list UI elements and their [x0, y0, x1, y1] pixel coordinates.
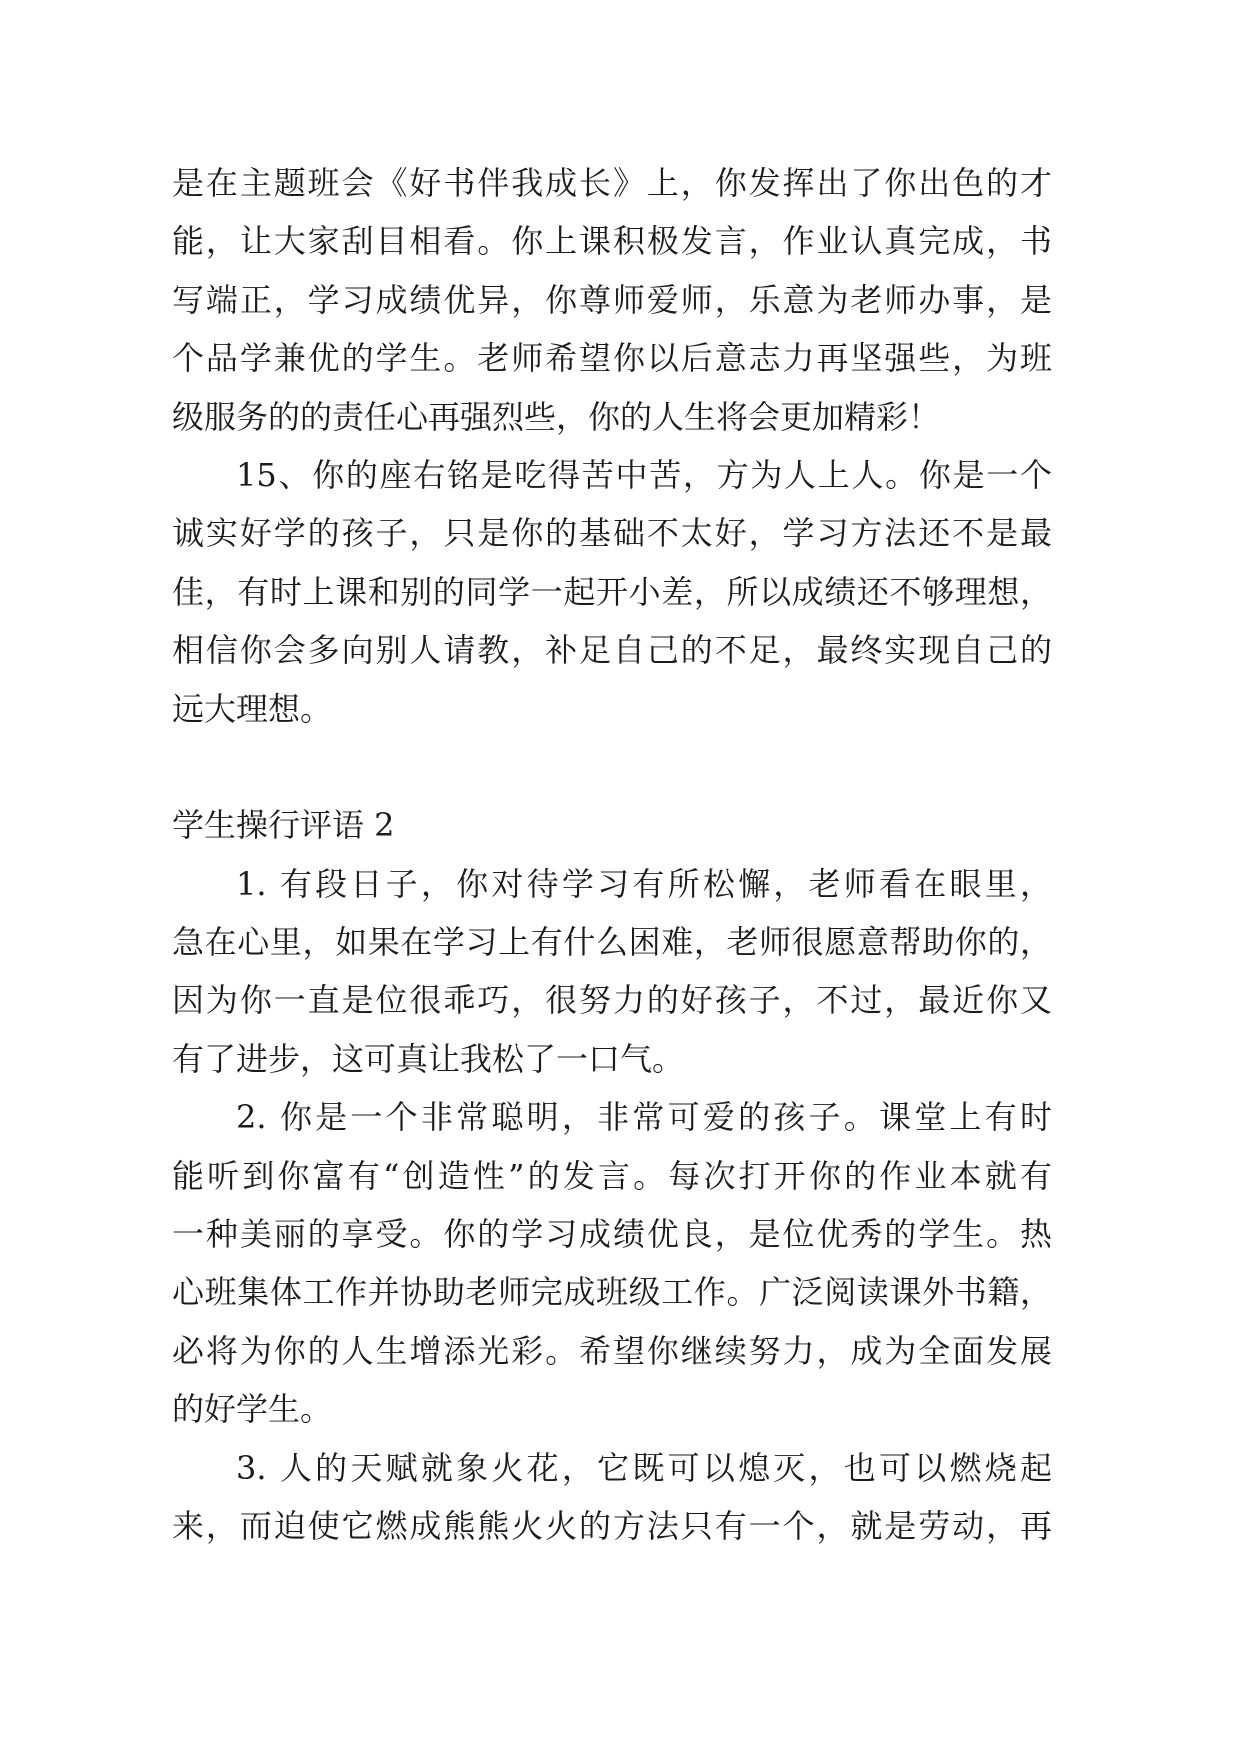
text-line: 诚实好学的孩子，只是你的基础不太好，学习方法还不是最	[172, 514, 1052, 553]
text-line: 远大理想。	[172, 689, 333, 728]
text-line: 是在主题班会《好书伴我成长》上，你发挥出了你出色的才	[172, 164, 1052, 202]
text-line: 来，而迫使它燃成熊熊火火的方法只有一个，就是劳动，再	[172, 1506, 1052, 1545]
text-line: 15、你的座右铭是吃得苦中苦，方为人上人。你是一个	[236, 455, 1052, 494]
text-line: 佳，有时上课和别的同学一起开小差，所以成绩还不够理想，	[172, 572, 1052, 611]
text-line: 一种美丽的享受。你的学习成绩优良，是位优秀的学生。热	[172, 1215, 1052, 1254]
text-line: 个品学兼优的学生。老师希望你以后意志力再坚强些，为班	[172, 339, 1052, 378]
text-line: 因为你一直是位很乖巧，很努力的好孩子，不过，最近你又	[172, 981, 1052, 1020]
text-line: 级服务的的责任心再强烈些，你的人生将会更加精彩！	[172, 397, 941, 436]
paragraph-item-2	[172, 1088, 1052, 1438]
paragraph-item-3	[172, 1439, 1052, 1556]
text-line: 必将为你的人生增添光彩。希望你继续努力，成为全面发展	[172, 1331, 1052, 1370]
text-line: 的好学生。	[172, 1390, 333, 1429]
text-line: 相信你会多向别人请教，补足自己的不足，最终实现自己的	[172, 631, 1052, 670]
text-line: 有了进步，这可真让我松了一口气。	[172, 1039, 685, 1078]
section-heading: 学生操行评语 2	[172, 806, 395, 845]
blank-line	[172, 738, 1052, 796]
document-body	[172, 154, 1052, 1555]
text-line: 心班集体工作并协助老师完成班级工作。广泛阅读课外书籍，	[172, 1273, 1052, 1312]
text-line: 2. 你是一个非常聪明，非常可爱的孩子。课堂上有时	[236, 1098, 1052, 1137]
text-line: 能听到你富有“创造性”的发言。每次打开你的作业本就有	[172, 1156, 1052, 1195]
paragraph-item-15	[172, 446, 1052, 738]
text-line: 急在心里，如果在学习上有什么困难，老师很愿意帮助你的，	[172, 923, 1052, 962]
paragraph-item-1	[172, 855, 1052, 1089]
text-line: 3. 人的天赋就象火花，它既可以熄灭，也可以燃烧起	[236, 1448, 1052, 1487]
text-line: 1. 有段日子，你对待学习有所松懈，老师看在眼里，	[236, 864, 1052, 903]
text-line: 写端正，学习成绩优异，你尊师爱师，乐意为老师办事，是	[172, 280, 1052, 319]
paragraph-continued	[172, 154, 1052, 446]
text-line: 能，让大家刮目相看。你上课积极发言，作业认真完成，书	[172, 222, 1052, 261]
